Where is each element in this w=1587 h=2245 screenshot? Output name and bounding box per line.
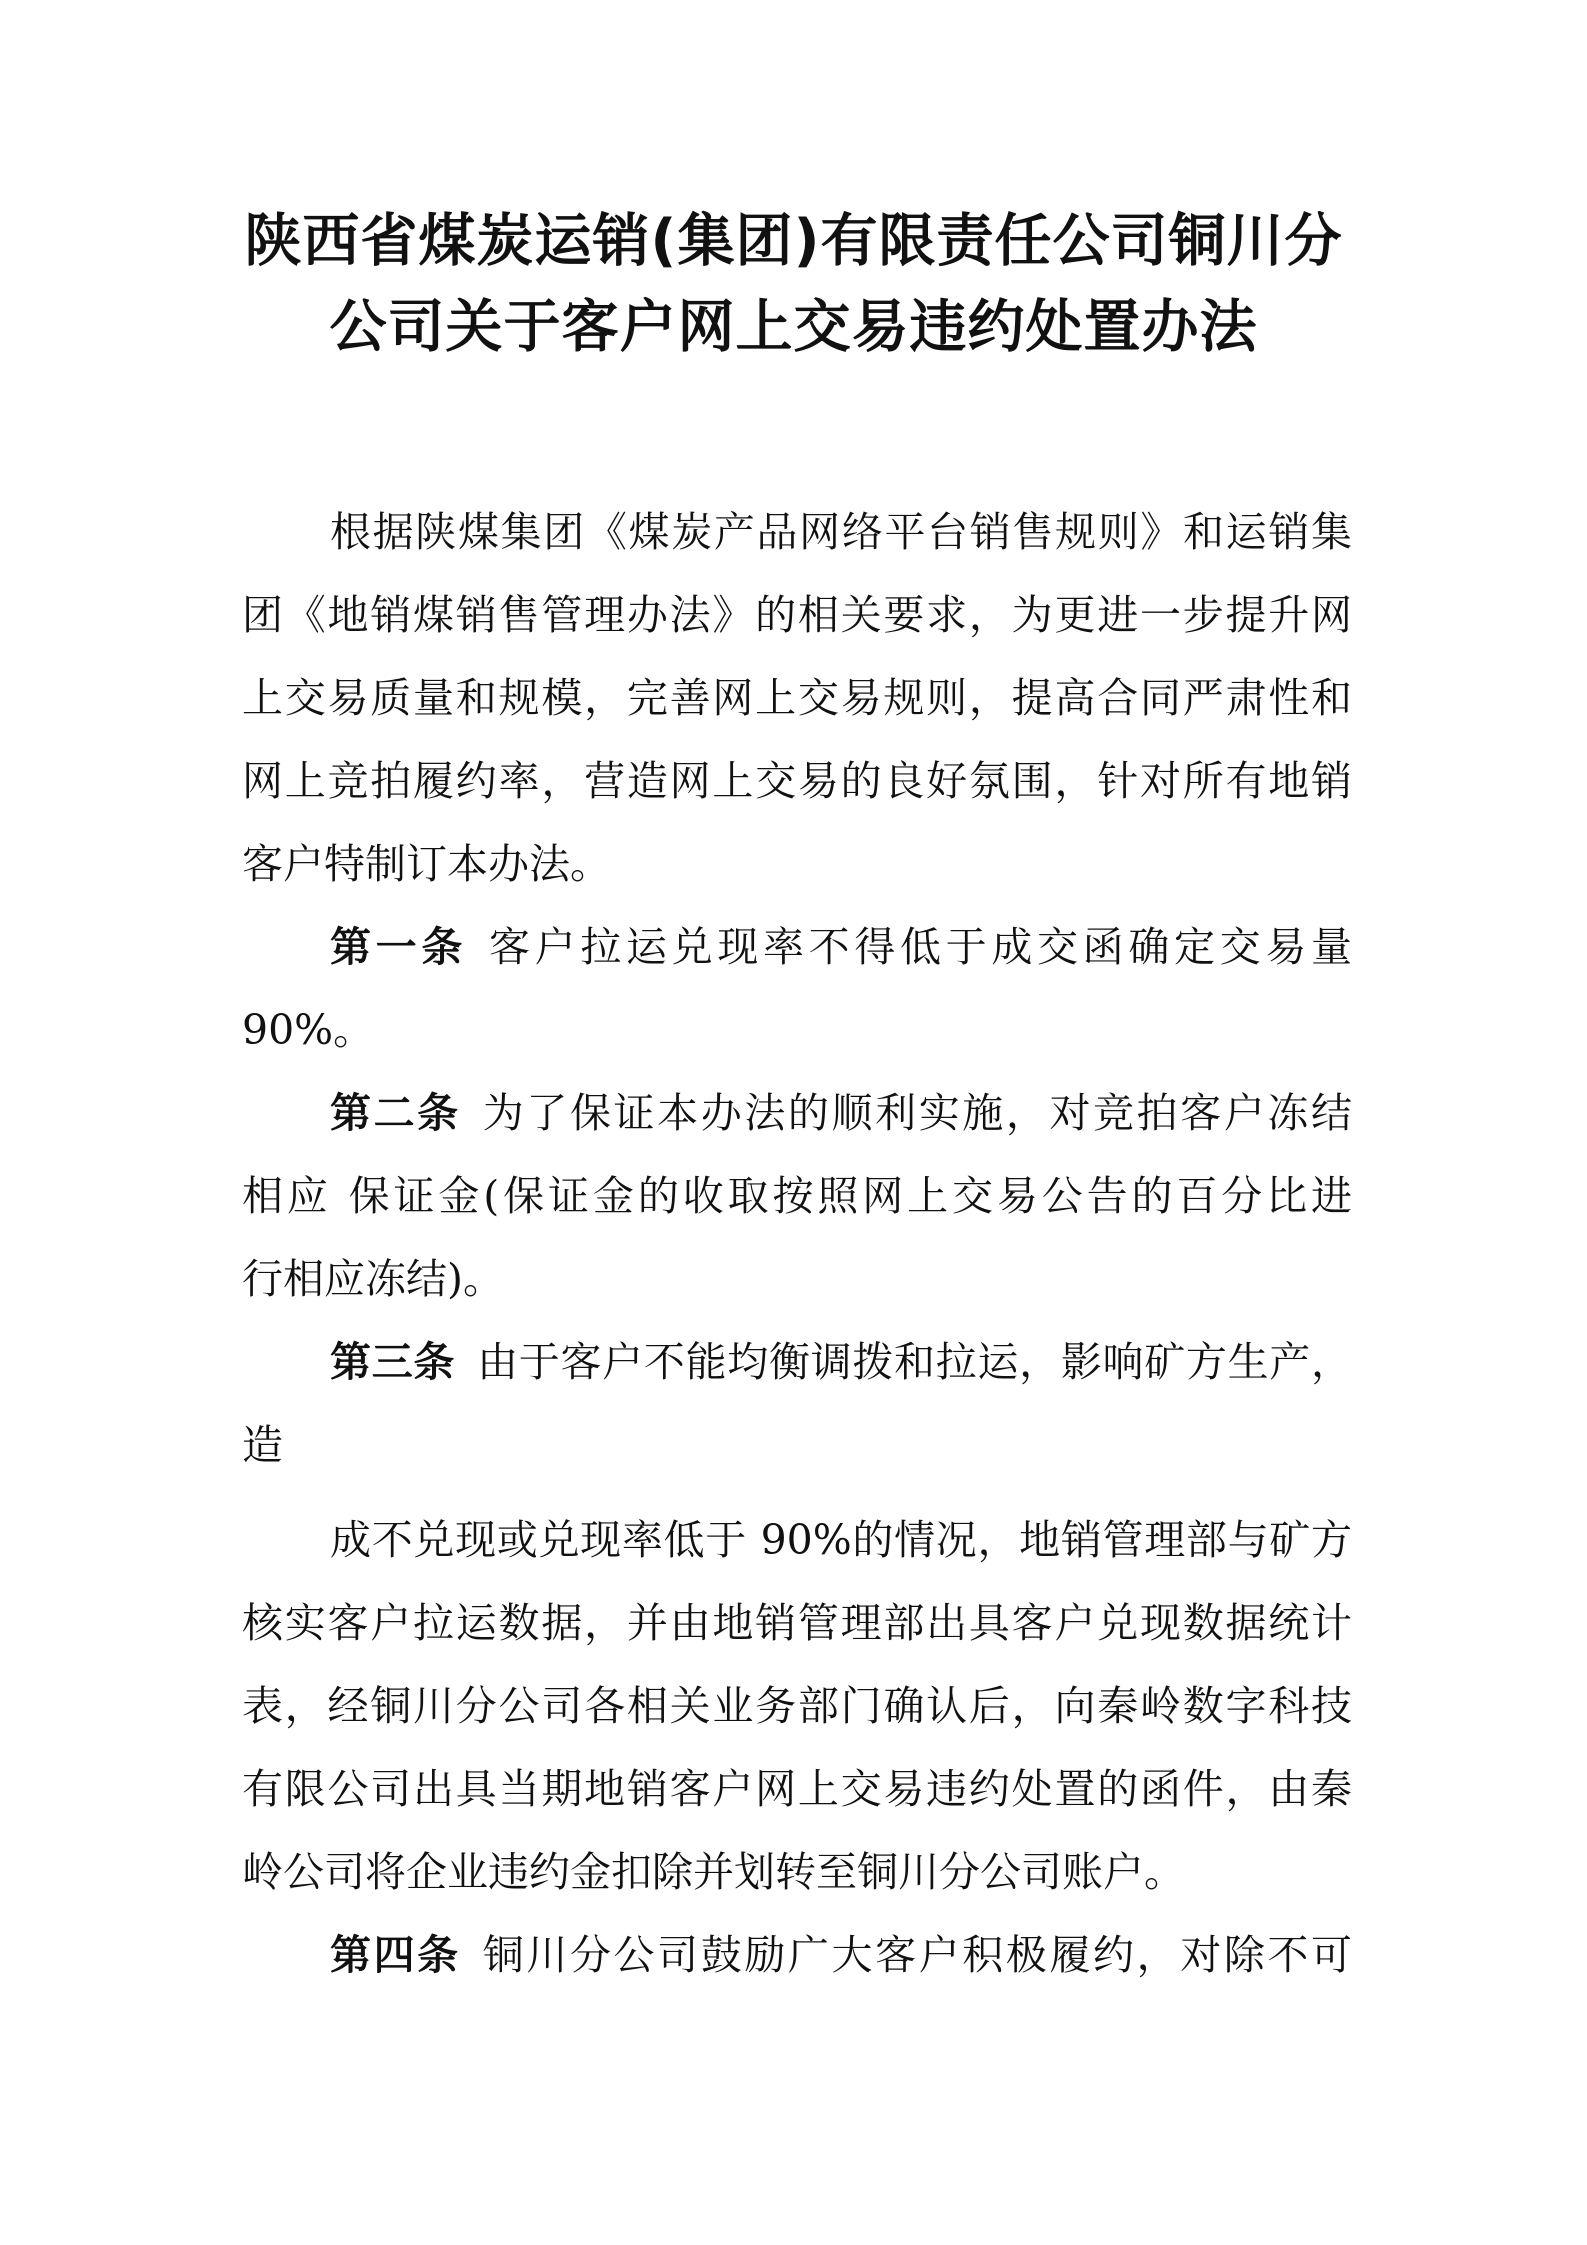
article-3-line-2: 造 (242, 1421, 283, 1469)
intro-line-4: 网上竞拍履约率，营造网上交易的良好氛围，针对所有地销 (242, 757, 1352, 805)
article-2-text: 为了保证本办法的顺利实施，对竞拍客户冻结 (482, 1089, 1353, 1137)
article-4-line-1 (330, 1925, 1352, 1985)
intro-line-1: 根据陕煤集团《煤炭产品网络平台销售规则》和运销集 (330, 508, 1352, 556)
intro-line-5: 客户特制订本办法。 (242, 840, 611, 888)
article-3-cont-line-1: 成不兑现或兑现率低于 90%的情况，地销管理部与矿方 (330, 1516, 1352, 1564)
intro-line-2: 团《地销煤销售管理办法》的相关要求，为更进一步提升网 (242, 591, 1352, 639)
article-4-text: 铜川分公司鼓励广大客户积极履约，对除不可 (482, 1931, 1353, 1979)
article-1-line-2: 90%。 (242, 1006, 375, 1054)
document-title-line-1: 陕西省煤炭运销(集团)有限责任公司铜川分 (244, 208, 1343, 274)
article-1-heading: 第一条 (330, 923, 467, 971)
article-4-heading: 第四条 (330, 1931, 461, 1979)
article-1-line-1 (330, 917, 1352, 977)
article-3-text: 由于客户不能均衡调拨和拉运，影响矿方生产， (477, 1338, 1353, 1386)
article-3-cont-line-2: 核实客户拉运数据，并由地销管理部出具客户兑现数据统计 (242, 1599, 1352, 1647)
article-1-text: 客户拉运兑现率不得低于成交函确定交易量 (489, 923, 1352, 971)
article-3-heading: 第三条 (330, 1338, 456, 1386)
article-2-heading: 第二条 (330, 1089, 461, 1137)
article-3-line-1 (330, 1332, 1352, 1392)
article-3-cont-line-5: 岭公司将企业违约金扣除并划转至铜川分公司账户。 (242, 1848, 1185, 1896)
article-2-line-1 (330, 1083, 1352, 1143)
article-3-cont-line-3: 表，经铜川分公司各相关业务部门确认后，向秦岭数字科技 (242, 1682, 1352, 1730)
intro-line-3: 上交易质量和规模，完善网上交易规则，提高合同严肃性和 (242, 674, 1352, 722)
article-2-line-3: 行相应冻结)。 (242, 1255, 504, 1303)
article-2-line-2: 相应 保证金(保证金的收取按照网上交易公告的百分比进 (242, 1172, 1352, 1220)
document-title-line-2: 公司关于客户网上交易违约处置办法 (329, 294, 1258, 360)
article-3-cont-line-4: 有限公司出具当期地销客户网上交易违约处置的函件，由秦 (242, 1765, 1352, 1813)
